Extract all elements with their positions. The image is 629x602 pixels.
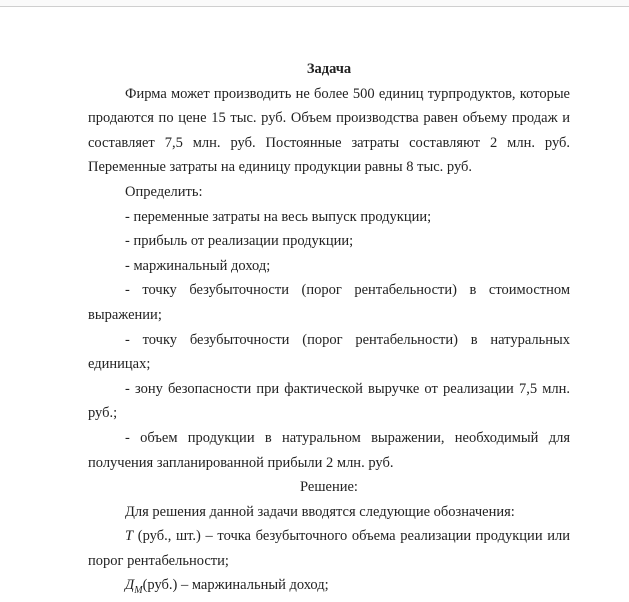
list-item: - маржинальный доход;	[125, 257, 271, 274]
list-item: - объем продукции в натуральном выражении, необходимый для получения запланированной прибыли 2 млн. руб.	[88, 429, 570, 471]
notation-dm	[88, 573, 570, 600]
solution-heading: Решение:	[300, 479, 358, 496]
symbol-t: T	[125, 528, 134, 545]
list-item: - переменные затраты на весь выпуск продукции;	[125, 208, 432, 225]
notation-t-text: (руб., шт.) – точка безубыточного объема реализации продукции или порог рентабельности;	[88, 528, 570, 569]
notation-dm-text: (руб.) – маржинальный доход;	[142, 577, 329, 594]
determine-label: Определить:	[125, 183, 203, 200]
task-text: Фирма может производить не более 500 единиц турпродуктов, которые продаются по цене 15 тыс. руб. Объем производства равен объему продаж и составляет 7,5 млн. руб. Постоянные затраты составляют 2 млн. руб. Переменные затраты на единицу продукции равны 8 тыс. руб.	[88, 85, 570, 176]
notation-intro: Для решения данной задачи вводятся следующие обозначения:	[125, 503, 515, 520]
task-heading: Задача	[306, 61, 352, 77]
list-item: - зону безопасности при фактической выручке от реализации 7,5 млн. руб.;	[88, 380, 570, 422]
page-top-edge	[0, 0, 629, 7]
notation-t	[88, 524, 570, 573]
list-item: - точку безубыточности (порог рентабельности) в стоимостном выражении;	[88, 282, 570, 323]
list-item: - прибыль от реализации продукции;	[125, 233, 354, 250]
document-page	[88, 57, 570, 600]
symbol-d-subscript: M	[134, 585, 143, 597]
list-item: - точку безубыточности (порог рентабельности) в натуральных единицах;	[88, 331, 570, 373]
symbol-d: Д	[125, 577, 135, 594]
